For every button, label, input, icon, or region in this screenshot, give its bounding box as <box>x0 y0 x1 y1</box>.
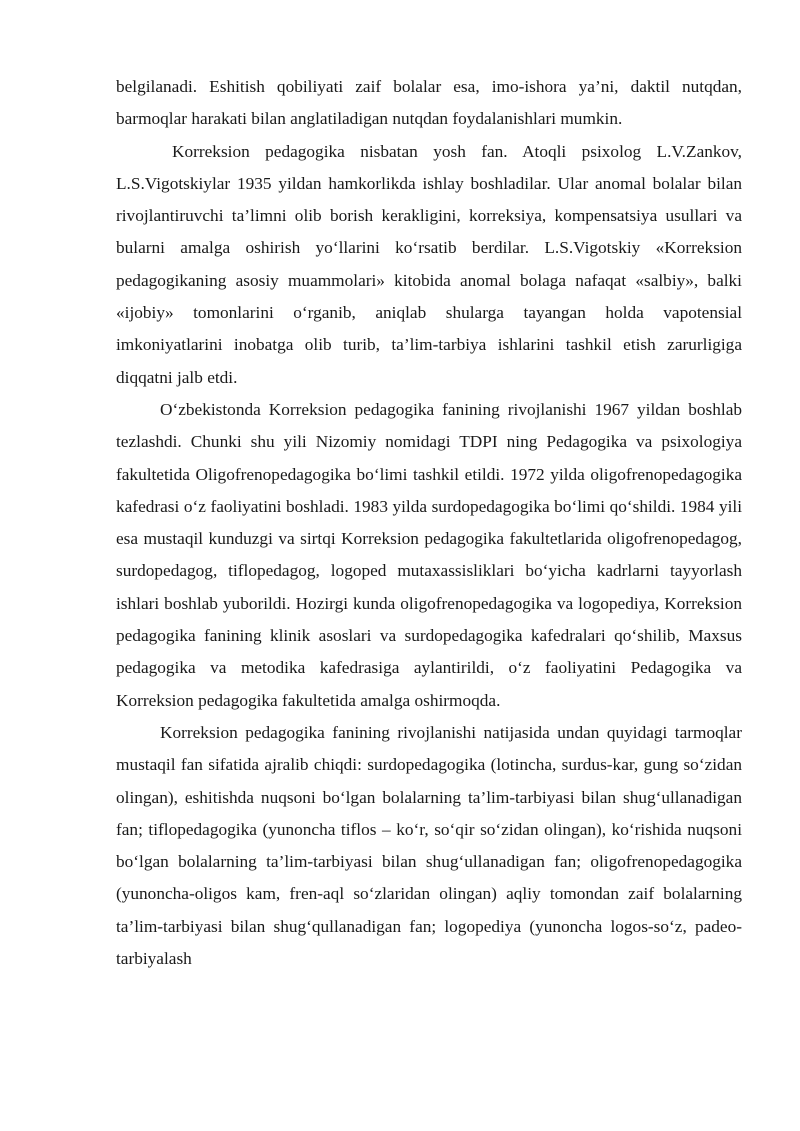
paragraph-uzbekistan-development: O‘zbekistonda Korreksion pedagogika fanining rivojlanishi 1967 yildan boshlab tezlashdi. Chunki shu yili Nizomiy nomidagi TDPI ning Pedagogika va psixologiya fakultetida Oligofrenopedagogika bo‘limi tashkil etildi. 1972 yilda oligofrenopedagogika kafedrasi o‘z faoliyatini boshladi. 1983 yilda surdopedagogika bo‘limi qo‘shildi. 1984 yili esa mustaqil kunduzgi va sirtqi Korreksion pedagogika fakultetlarida oligofrenopedagog, surdopedagog, tiflopedagog, logoped mutaxassisliklari bo‘yicha kadrlarni tayyorlash ishlari boshlab yuborildi. Hozirgi kunda oligofrenopedagogika va logopediya, Korreksion pedagogika fanining klinik asoslari va surdopedagogika kafedralari qo‘shilib, Maxsus pedagogika va metodika kafedrasiga aylantirildi, o‘z faoliyatini Pedagogika va Korreksion pedagogika fakultetida amalga oshirmoqda. <box>116 399 742 710</box>
paragraph-branches: Korreksion pedagogika fanining rivojlanishi natijasida undan quyidagi tarmoqlar mustaqil fan sifatida ajralib chiqdi: surdopedagogika (lotincha, surdus-kar, gung so‘zidan olingan), eshitishda nuqsoni bo‘lgan bolalarning ta’lim-tarbiyasi bilan shug‘ullanadigan fan; tiflopedagogika (yunoncha tiflos – ko‘r, so‘qir so‘zidan olingan), ko‘rishida nuqsoni bo‘lgan bolalarning ta’lim-tarbiyasi bilan shug‘ullanadigan fan; oligofrenopedagogika (yunoncha-oligos kam, fren-aql so‘zlaridan olingan) aqliy tomondan zaif bolalarning ta’lim-tarbiyasi bilan shug‘qullanadigan fan; logopediya (yunoncha logos-so‘z, padeo-tarbiyalash <box>116 722 742 969</box>
body-text <box>116 71 742 975</box>
paragraph-continuation: belgilanadi. Eshitish qobiliyati zaif bolalar esa, imo-ishora ya’ni, daktil nutqdan, barmoqlar harakati bilan anglatiladigan nutqdan foydalanishlari mumkin. <box>116 77 742 129</box>
paragraph-korreksion-pedagogika-history: Korreksion pedagogika nisbatan yosh fan. Atoqli psixolog L.V.Zankov, L.S.Vigotskiylar 1935 yildan hamkorlikda ishlay boshladilar. Ular anomal bolalar bilan rivojlantiruvchi ta’limni olib borish kerakligini, korreksiya, kompensatsiya usullari va bularni amalga oshirish yo‘llarini ko‘rsatib berdilar. L.S.Vigotskiy «Korreksion pedagogikaning asosiy muammolari» kitobida anomal bolaga nafaqat «salbiy», balki «ijobiy» tomonlarini o‘rganib, aniqlab shularga tayangan holda vapotensial imkoniyatlarini inobatga olib turib, ta’lim-tarbiya ishlarini tashkil etish zarurligiga diqqatni jalb etdi. <box>116 141 742 387</box>
